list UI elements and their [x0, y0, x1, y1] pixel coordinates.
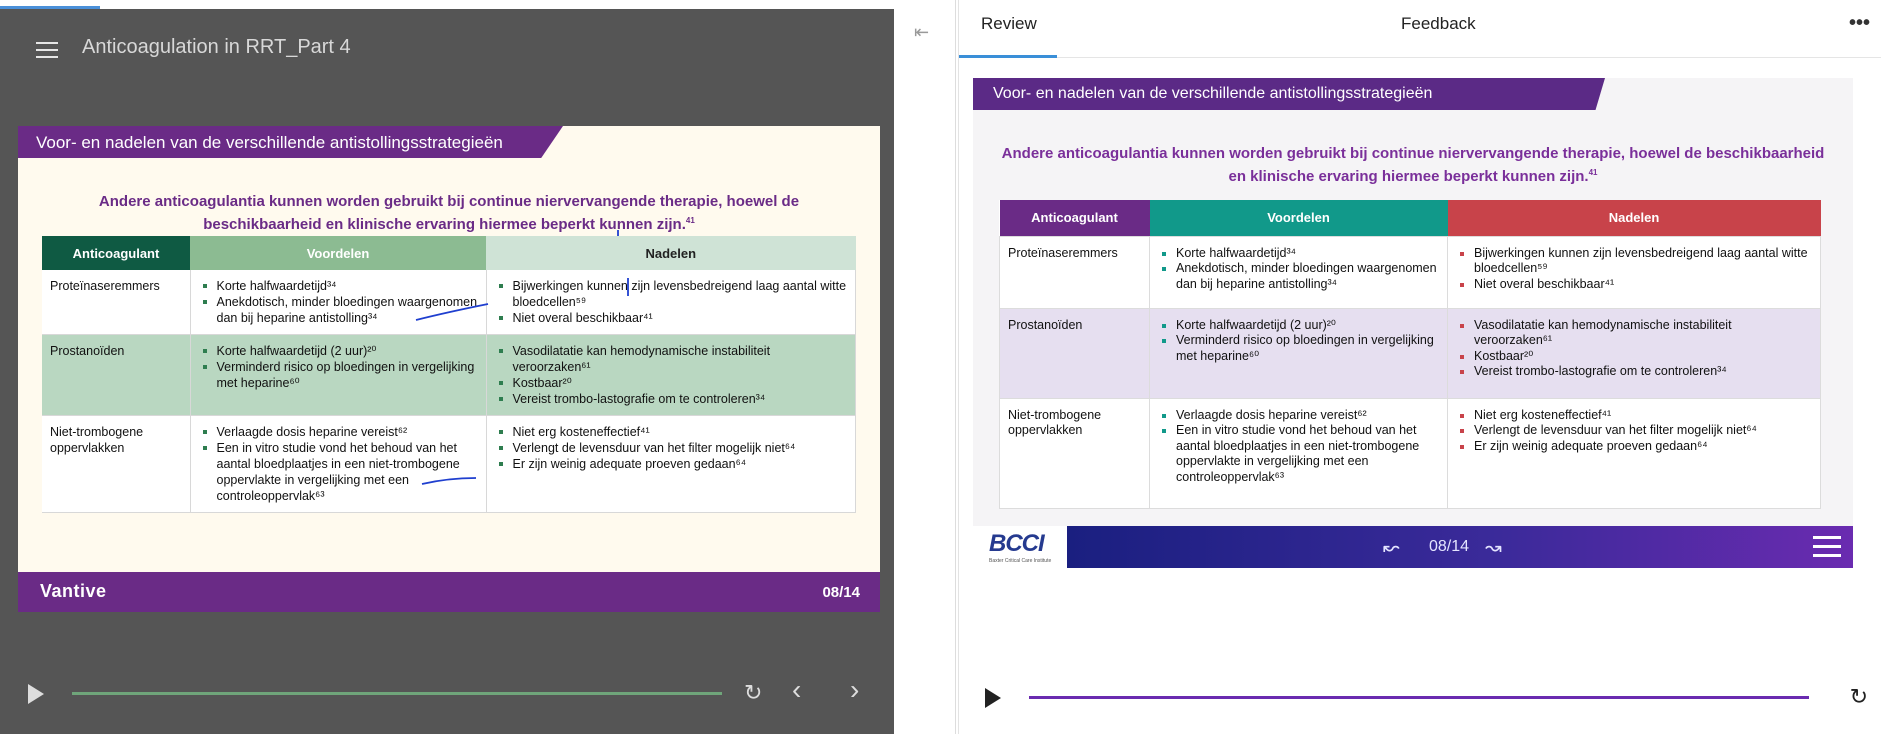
replay-icon[interactable]: ↻ — [1849, 684, 1868, 709]
player-controls — [0, 670, 894, 720]
progress-bar[interactable] — [72, 692, 722, 695]
list-item: Korte halfwaardetijd (2 uur)²⁰ — [199, 343, 478, 359]
table-row — [42, 416, 856, 513]
next-arrow-icon[interactable]: ↝ — [1485, 537, 1502, 559]
progress-bar[interactable] — [1029, 696, 1809, 699]
list-item: Verlengt de levensduur van het filter mogelijk niet⁶⁴ — [1456, 423, 1812, 439]
pros-cell — [1150, 308, 1448, 398]
slide-footer — [18, 572, 880, 612]
slide-subtitle-text: Andere anticoagulantia kunnen worden gebruikt bij continue niervervangende therapie, hoewel de beschikbaarheid en klinische ervaring hiermee beperkt kunnen zijn. — [1001, 145, 1825, 185]
slide-header-title: Voor- en nadelen van de verschillende antistollingsstrategieën — [993, 85, 1433, 102]
list-item: Een in vitro studie vond het behoud van het aantal bloedplaatjes in een niet-trombogene oppervlakte in vergelijking met een controleoppervlak⁶³ — [199, 440, 478, 504]
list-item: Vereist trombo-lastografie om te controleren³⁴ — [495, 391, 848, 407]
divider-gutter — [894, 0, 956, 734]
slide-left — [18, 126, 880, 612]
bcci-logo-text: BCCI — [989, 530, 1044, 557]
col-header-nadelen: Nadelen — [486, 236, 856, 270]
list-item: Verminderd risico op bloedingen in vergelijking met heparine⁶⁰ — [1158, 333, 1439, 364]
play-icon[interactable] — [28, 684, 44, 704]
table-row — [1000, 236, 1821, 308]
slide-subtitle — [58, 192, 840, 234]
active-tab-indicator — [959, 55, 1057, 58]
lesson-title: Anticoagulation in RRT_Part 4 — [82, 36, 351, 58]
tab-review[interactable]: Review — [981, 14, 1037, 33]
list-item: Bijwerkingen kunnen zijn levensbedreigend laag aantal witte bloedcellen⁵⁹ — [1456, 246, 1812, 277]
list-item: Korte halfwaardetijd³⁴ — [1158, 246, 1439, 262]
slide-subtitle — [991, 144, 1835, 186]
list-item: Bijwerkingen kunnen zijn levensbedreigend laag aantal witte bloedcellen⁵⁹ — [495, 278, 848, 310]
col-header-anticoagulant: Anticoagulant — [42, 236, 190, 270]
vantive-logo: Vantive — [40, 581, 107, 601]
list-item: Vereist trombo-lastografie om te controleren³⁴ — [1456, 364, 1812, 380]
row-name: Niet-trombogene oppervlakken — [42, 416, 190, 513]
list-item: Vasodilatatie kan hemodynamische instabiliteit veroorzaken⁶¹ — [495, 343, 848, 375]
list-item: Er zijn weinig adequate proeven gedaan⁶⁴ — [1456, 439, 1812, 455]
col-header-voordelen: Voordelen — [1150, 200, 1448, 236]
prev-arrow-icon[interactable]: ↜ — [1383, 537, 1400, 559]
cons-cell — [486, 335, 856, 416]
table-row — [1000, 308, 1821, 398]
next-slide-icon[interactable]: › — [850, 674, 860, 705]
cons-cell — [1448, 398, 1821, 508]
list-item: Korte halfwaardetijd (2 uur)²⁰ — [1158, 318, 1439, 334]
list-item: Anekdotisch, minder bloedingen waargenomen dan bij heparine antistolling³⁴ — [1158, 261, 1439, 292]
bcci-logo — [989, 530, 1057, 564]
row-name: Niet-trombogene oppervlakken — [1000, 398, 1150, 508]
more-options-icon[interactable]: ••• — [1848, 12, 1870, 34]
subtitle-ref: 41 — [1588, 168, 1598, 177]
cons-cell — [486, 270, 856, 335]
row-name: Proteïnaseremmers — [42, 270, 190, 335]
slide-menu-icon[interactable] — [1813, 536, 1841, 558]
table-row — [42, 335, 856, 416]
menu-icon[interactable] — [36, 42, 58, 58]
list-item: Korte halfwaardetijd³⁴ — [199, 278, 478, 294]
slide-subtitle-text: Andere anticoagulantia kunnen worden gebruikt bij continue niervervangende therapie, hoewel de beschikbaarheid en klinische ervaring hiermee beperkt kunnen zijn. — [98, 193, 800, 233]
tab-feedback[interactable]: Feedback — [1401, 14, 1476, 33]
tab-bar — [959, 0, 1881, 58]
list-item: Verminderd risico op bloedingen in vergelijking met heparine⁶⁰ — [199, 359, 478, 391]
comparison-table — [999, 200, 1821, 509]
col-header-voordelen: Voordelen — [190, 236, 486, 270]
slide-right — [973, 78, 1853, 568]
pros-cell — [190, 416, 486, 513]
pros-cell — [1150, 398, 1448, 508]
comparison-table — [42, 236, 856, 513]
list-item: Kostbaar²⁰ — [1456, 349, 1812, 365]
presenter-pane — [0, 0, 894, 734]
list-item: Niet overal beschikbaar⁴¹ — [495, 310, 848, 326]
pros-cell — [190, 270, 486, 335]
collapse-panel-icon[interactable]: ⇤ — [914, 22, 930, 42]
review-player-controls — [959, 678, 1881, 718]
prev-slide-icon[interactable]: ‹ — [792, 674, 802, 705]
review-pane — [958, 0, 1881, 734]
row-name: Proteïnaseremmers — [1000, 236, 1150, 308]
list-item: Verlengt de levensduur van het filter mogelijk niet⁶⁴ — [495, 440, 848, 456]
pros-cell — [1150, 236, 1448, 308]
cons-cell — [1448, 236, 1821, 308]
list-item: Verlaagde dosis heparine vereist⁶² — [1158, 408, 1439, 424]
row-name: Prostanoïden — [42, 335, 190, 416]
list-item: Kostbaar²⁰ — [495, 375, 848, 391]
top-band — [0, 0, 894, 9]
play-icon[interactable] — [985, 688, 1001, 708]
list-item: Vasodilatatie kan hemodynamische instabiliteit veroorzaken⁶¹ — [1456, 318, 1812, 349]
list-item: Niet overal beschikbaar⁴¹ — [1456, 277, 1812, 293]
cons-cell — [486, 416, 856, 513]
cons-cell — [1448, 308, 1821, 398]
replay-icon[interactable]: ↻ — [744, 680, 763, 705]
pros-cell — [190, 335, 486, 416]
slide-page-number: 08/14 — [1429, 538, 1470, 555]
table-row — [1000, 398, 1821, 508]
subtitle-ref: 41 — [685, 216, 695, 225]
col-header-anticoagulant: Anticoagulant — [1000, 200, 1150, 236]
slide-page-number: 08/14 — [822, 584, 860, 601]
row-name: Prostanoïden — [1000, 308, 1150, 398]
list-item: Niet erg kosteneffectief⁴¹ — [495, 424, 848, 440]
bcci-logo-subtext: Baxter Critical Care Institute — [989, 558, 1052, 564]
list-item: Verlaagde dosis heparine vereist⁶² — [199, 424, 478, 440]
slide-header-title: Voor- en nadelen van de verschillende antistollingsstrategieën — [36, 133, 503, 152]
list-item: Anekdotisch, minder bloedingen waargenomen dan bij heparine antistolling³⁴ — [199, 294, 478, 326]
slide-footer — [973, 526, 1853, 568]
col-header-nadelen: Nadelen — [1448, 200, 1821, 236]
slide-nav-bar — [1067, 526, 1853, 568]
list-item: Niet erg kosteneffectief⁴¹ — [1456, 408, 1812, 424]
list-item: Een in vitro studie vond het behoud van het aantal bloedplaatjes in een niet-trombogene oppervlakte in vergelijking met een controleoppervlak⁶³ — [1158, 423, 1439, 485]
list-item: Er zijn weinig adequate proeven gedaan⁶⁴ — [495, 456, 848, 472]
table-row — [42, 270, 856, 335]
